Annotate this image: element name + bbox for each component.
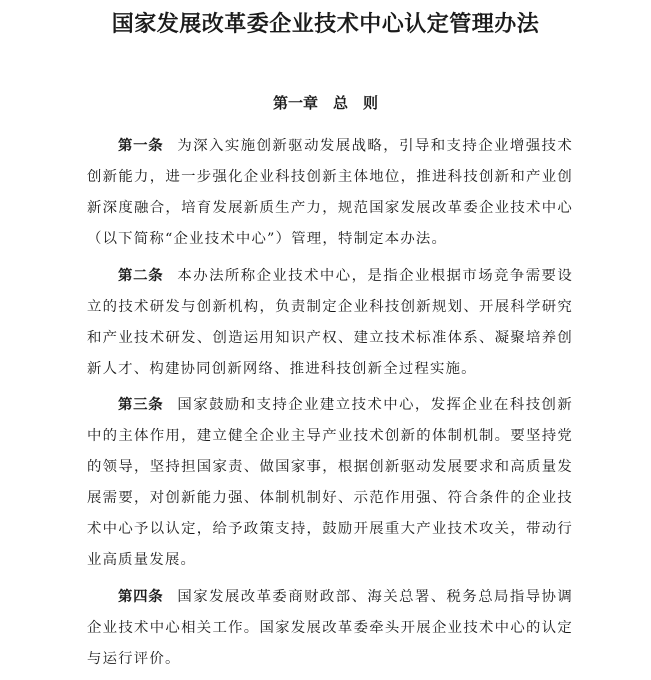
- article-1: [87, 131, 573, 255]
- document-title: 国家发展改革委企业技术中心认定管理办法: [111, 12, 540, 37]
- article-number: 第四条: [118, 588, 164, 605]
- article-2: [87, 261, 573, 385]
- article-body: 国家发展改革委商财政部、海关总署、税务总局指导协调企业技术中心相关工作。国家发展改革委牵头开展企业技术中心的认定与运行评价。: [87, 588, 573, 667]
- article-body: 国家鼓励和支持企业建立技术中心，发挥企业在科技创新中的主体作用，建立健全企业主导产业技术创新的体制机制。要坚持党的领导，坚持担国家责、做国家事，根据创新驱动发展要求和高质量发展需要，对创新能力强、体制机制好、示范作用强、符合条件的企业技术中心予以认定，给予政策支持，鼓励开展重大产业技术攻关，带动行业高质量发展。: [87, 397, 573, 568]
- chapter-heading: 第一章 总 则: [272, 94, 378, 112]
- article-number: 第一条: [118, 138, 164, 154]
- article-3: [87, 390, 573, 576]
- article-number: 第三条: [118, 397, 164, 413]
- article-number: 第二条: [118, 267, 164, 284]
- article-body: 本办法所称企业技术中心，是指企业根据市场竞争需要设立的技术研发与创新机构，负责制定企业科技创新规划、开展科学研究和产业技术研发、创造运用知识产权、建立技术标准体系、凝聚培养创新人才、构建协同创新网络、推进科技创新全过程实施。: [87, 267, 573, 377]
- article-list: [87, 131, 573, 680]
- article-body: 为深入实施创新驱动发展战略，引导和支持企业增强技术创新能力，进一步强化企业科技创新主体地位，推进科技创新和产业创新深度融合，培育发展新质生产力，规范国家发展改革委企业技术中心（以下简称“企业技术中心”）管理，特制定本办法。: [87, 138, 573, 247]
- article-4: [87, 582, 573, 675]
